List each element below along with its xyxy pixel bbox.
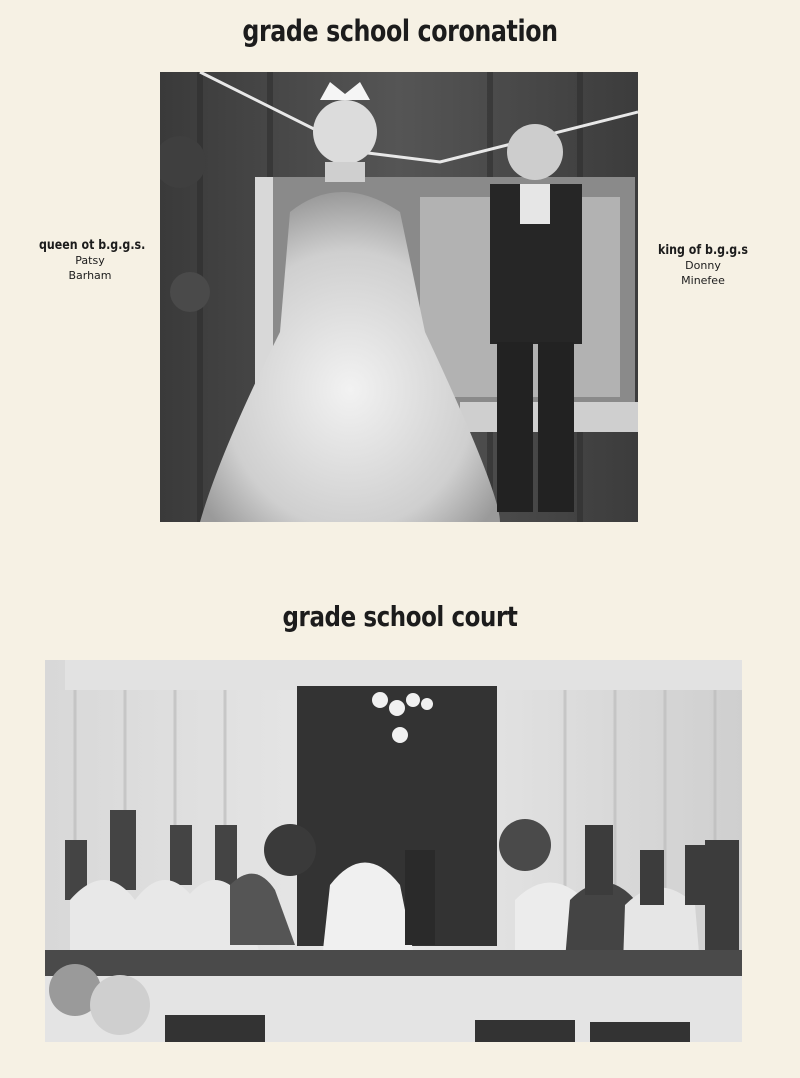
king-title: king of b.g.g.s xyxy=(658,243,748,258)
court-heading: grade school court xyxy=(282,600,518,633)
queen-caption xyxy=(30,238,150,283)
queen-last-name: Barham xyxy=(68,269,112,282)
king-caption xyxy=(648,243,758,288)
court-photo xyxy=(45,660,742,1042)
king-last-name: Minefee xyxy=(681,274,725,287)
king-first-name: Donny xyxy=(685,259,721,272)
coronation-heading: grade school coronation xyxy=(242,14,558,48)
queen-title: queen ot b.g.g.s. xyxy=(39,238,146,253)
queen-first-name: Patsy xyxy=(75,254,105,267)
coronation-photo xyxy=(160,72,638,522)
